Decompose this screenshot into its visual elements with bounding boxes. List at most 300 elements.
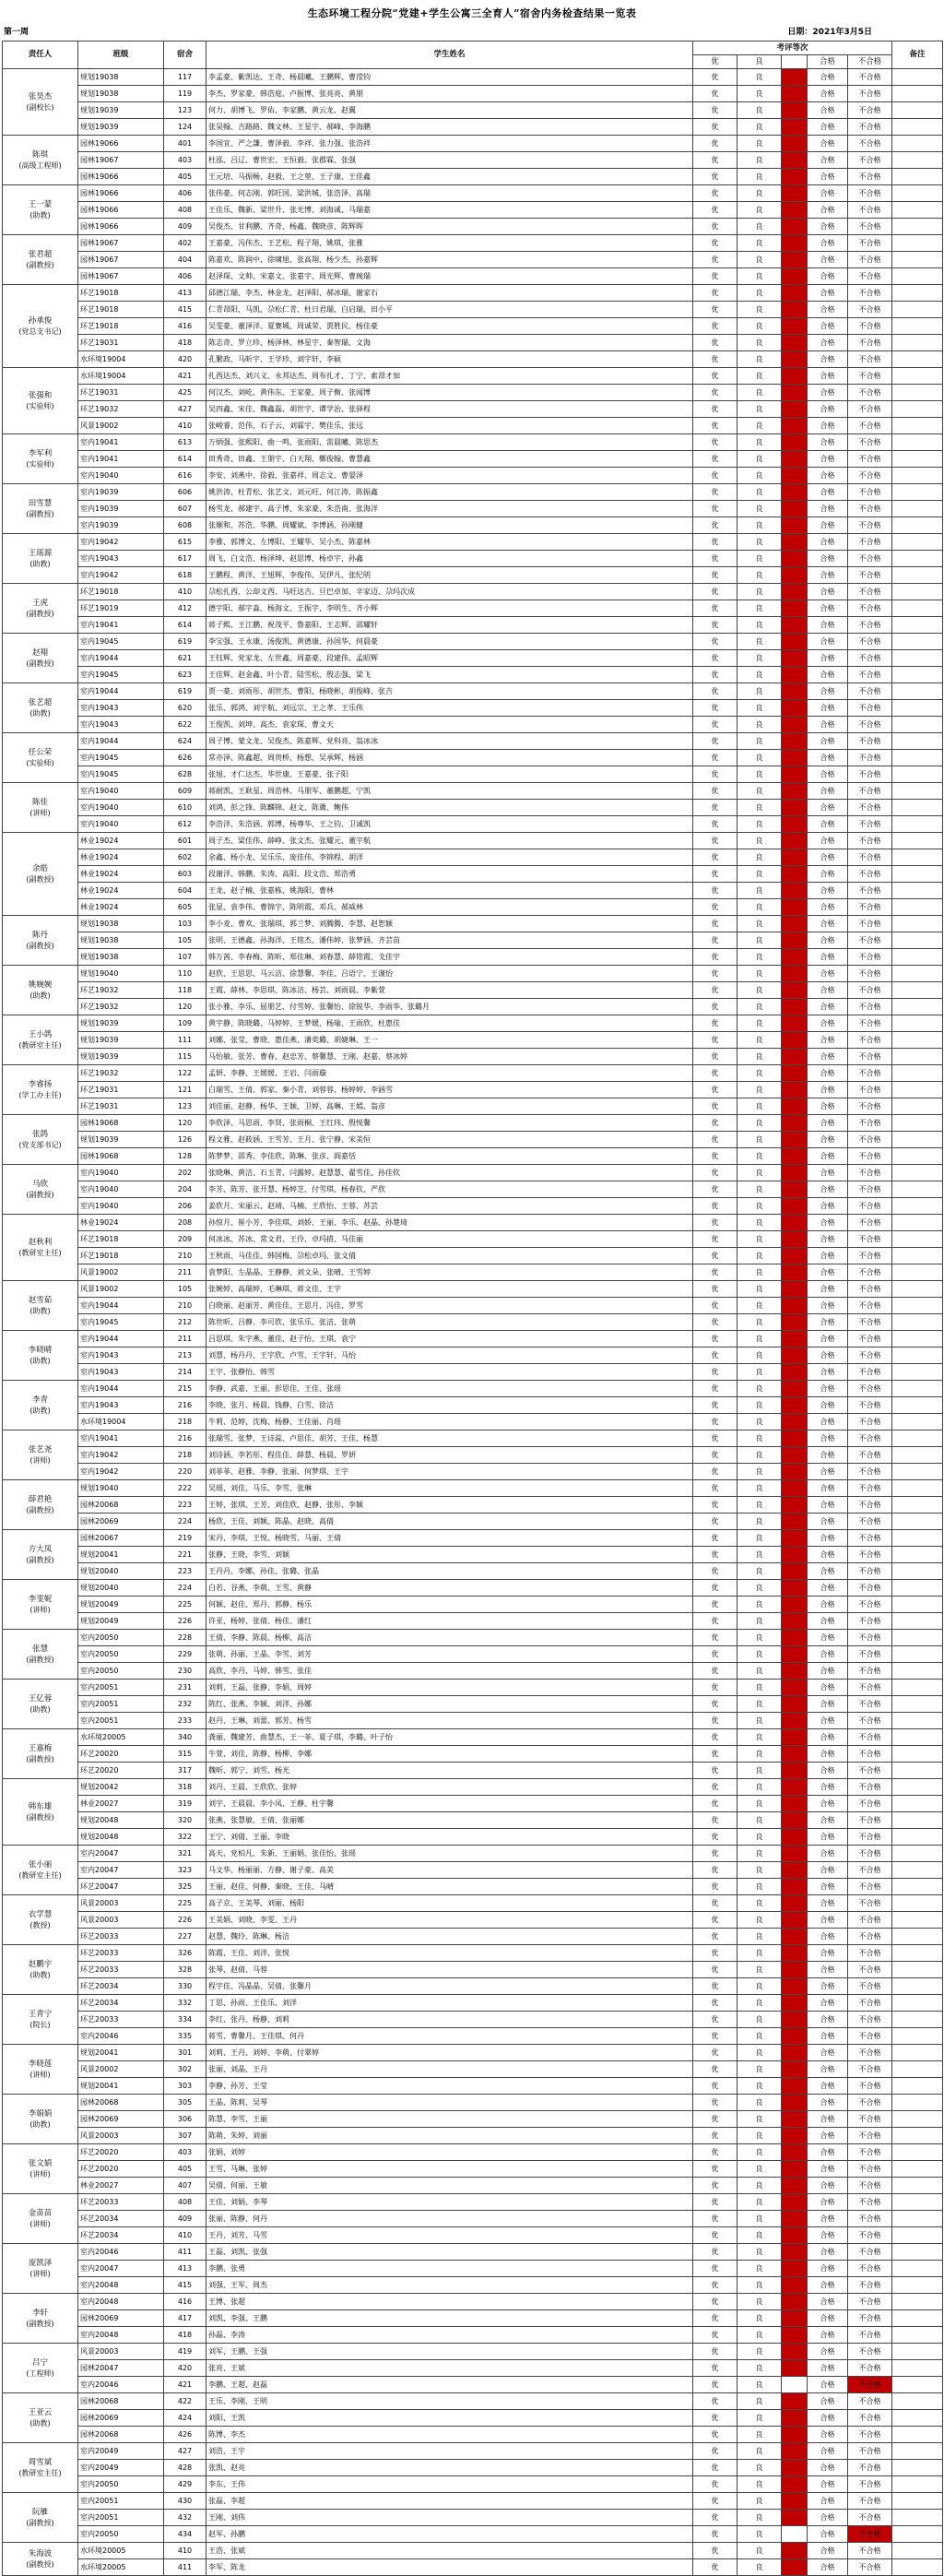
students-cell: 韩万茜、李春梅、陈昕、郑佳琳、刘春慧、薛铭霞、戈佳宇 [206, 949, 693, 966]
class-cell: 环艺20034 [78, 1978, 164, 1995]
class-cell: 规划19039 [78, 102, 164, 119]
responsible-title: (讲师) [30, 2269, 51, 2278]
class-cell: 室内19042 [78, 567, 164, 584]
note-cell [892, 2012, 943, 2028]
students-cell: 周子杰、梁佳伟、薛峥、张文杰、张耀元、董宇航 [206, 833, 693, 849]
grade-excellent-cell: 优 [693, 1115, 738, 1132]
grade-pass-cell: 合格 [808, 800, 848, 816]
grade-mark-cell [782, 2493, 808, 2510]
class-cell: 室内20050 [78, 2476, 164, 2493]
note-cell [892, 2344, 943, 2360]
grade-pass-cell: 合格 [808, 1015, 848, 1032]
table-row [3, 2277, 943, 2294]
grade-fail-cell: 不合格 [848, 800, 892, 816]
note-cell [892, 2244, 943, 2261]
grade-fail-cell: 不合格 [848, 634, 892, 650]
students-cell: 吴倩、何丽、王敏 [206, 2178, 693, 2194]
grade-fail-cell: 不合格 [848, 700, 892, 717]
room-cell: 434 [164, 2526, 206, 2543]
class-cell: 室内19043 [78, 1397, 164, 1414]
students-cell: 贾一豪、刘雨彤、胡世杰、曹阳、杨晓彬、胡俊峰、张吉 [206, 683, 693, 700]
grade-good-cell: 良 [738, 667, 782, 683]
room-cell: 430 [164, 2493, 206, 2510]
room-cell: 623 [164, 667, 206, 683]
responsible-title: (助教) [30, 991, 51, 1000]
note-cell [892, 617, 943, 634]
grade-mark-cell [782, 1248, 808, 1264]
room-cell: 420 [164, 351, 206, 368]
grade-good-cell: 良 [738, 1812, 782, 1829]
grade-good-cell: 良 [738, 750, 782, 766]
grade-excellent-cell: 优 [693, 1613, 738, 1630]
note-cell [892, 2526, 943, 2543]
room-cell: 425 [164, 385, 206, 401]
grade-pass-cell: 合格 [808, 1430, 848, 1447]
class-cell: 林业19024 [78, 899, 164, 916]
grade-excellent-cell: 优 [693, 2360, 738, 2377]
grade-fail-cell: 不合格 [848, 2460, 892, 2476]
grade-good-cell: 良 [738, 2493, 782, 2510]
grade-excellent-cell: 优 [693, 866, 738, 883]
grade-mark-cell [782, 169, 808, 185]
students-cell: 万炳强、张熙阳、曲一鸣、张雨阳、雷晨曦、陈思杰 [206, 434, 693, 451]
grade-good-cell: 良 [738, 1032, 782, 1049]
class-cell: 风景20003 [78, 1895, 164, 1912]
students-cell: 刘浩、王宇 [206, 2443, 693, 2460]
table-row [3, 136, 943, 152]
grade-fail-cell: 不合格 [848, 932, 892, 949]
note-cell [892, 2460, 943, 2476]
grade-excellent-cell: 优 [693, 318, 738, 335]
note-cell [892, 1015, 943, 1032]
responsible-person [3, 285, 78, 368]
table-row [3, 1812, 943, 1829]
grade-fail-cell: 不合格 [848, 484, 892, 501]
grade-fail-cell: 不合格 [848, 2360, 892, 2377]
grade-pass-cell: 合格 [808, 2144, 848, 2161]
students-cell: 王美娟、刘晓、李雯、王丹 [206, 1912, 693, 1929]
note-cell [892, 1132, 943, 1148]
room-cell: 604 [164, 883, 206, 899]
grade-mark-cell [782, 1015, 808, 1032]
students-cell: 张婉婷、高瑞婷、毛琳琪、蒋文佳、王宇 [206, 1281, 693, 1298]
room-cell: 404 [164, 252, 206, 268]
class-cell: 环艺20033 [78, 1929, 164, 1945]
grade-pass-cell: 合格 [808, 783, 848, 800]
note-cell [892, 766, 943, 783]
grade-good-cell: 良 [738, 1430, 782, 1447]
grade-mark-cell [782, 932, 808, 949]
note-cell [892, 800, 943, 816]
room-cell: 103 [164, 916, 206, 932]
grade-fail-cell: 不合格 [848, 750, 892, 766]
grade-good-cell: 良 [738, 1264, 782, 1281]
grade-pass-cell: 合格 [808, 1480, 848, 1497]
responsible-person [3, 2543, 78, 2576]
grade-mark-cell [782, 1796, 808, 1812]
grade-fail-cell: 不合格 [848, 783, 892, 800]
students-cell: 白若、谷燕、李萌、王雪、黄静 [206, 1580, 693, 1597]
note-cell [892, 1264, 943, 1281]
students-cell: 吕思琪、朱宇燕、董佳、赵子怡、王琪、袁宁 [206, 1331, 693, 1347]
grade-pass-cell: 合格 [808, 1530, 848, 1547]
note-cell [892, 1480, 943, 1497]
header-grade-fail: 不合格 [848, 55, 892, 69]
grade-mark-cell [782, 1198, 808, 1215]
grade-pass-cell: 合格 [808, 866, 848, 883]
students-cell: 李浩洋、朱浩涵、郭博、杨尊华、王之钧、卫诚凯 [206, 816, 693, 833]
grade-excellent-cell: 优 [693, 1646, 738, 1663]
table-row [3, 1829, 943, 1846]
grade-fail-cell: 不合格 [848, 2078, 892, 2095]
responsible-title: (副教授) [26, 609, 54, 618]
responsible-name: 李雯妮 [28, 1594, 53, 1604]
room-cell: 118 [164, 982, 206, 999]
grade-mark-cell [782, 351, 808, 368]
table-row [3, 551, 943, 567]
grade-excellent-cell: 优 [693, 2344, 738, 2360]
note-cell [892, 302, 943, 318]
table-row [3, 1364, 943, 1381]
grade-good-cell: 良 [738, 2045, 782, 2061]
grade-good-cell: 良 [738, 268, 782, 285]
room-cell: 619 [164, 683, 206, 700]
students-cell: 刘鸿、彭之锋、陈麟锦、赵文、陈冀、鲍伟 [206, 800, 693, 816]
note-cell [892, 2128, 943, 2144]
note-cell [892, 1530, 943, 1547]
grade-mark-cell [782, 2028, 808, 2045]
grade-fail-cell: 不合格 [848, 600, 892, 617]
grade-good-cell: 良 [738, 318, 782, 335]
grade-fail-cell: 不合格 [848, 252, 892, 268]
class-cell: 园林20069 [78, 1514, 164, 1530]
table-row [3, 1663, 943, 1680]
room-cell: 218 [164, 1414, 206, 1430]
grade-excellent-cell: 优 [693, 2493, 738, 2510]
grade-fail-cell: 不合格 [848, 717, 892, 733]
grade-excellent-cell: 优 [693, 534, 738, 551]
class-cell: 室内19045 [78, 1314, 164, 1331]
table-row [3, 750, 943, 766]
class-cell: 室内19044 [78, 650, 164, 667]
grade-fail-cell: 不合格 [848, 119, 892, 136]
responsible-title: (副教授) [26, 2559, 54, 2569]
class-cell: 室内19044 [78, 1298, 164, 1314]
grade-fail-cell: 不合格 [848, 2045, 892, 2061]
note-cell [892, 1613, 943, 1630]
room-cell: 326 [164, 1945, 206, 1962]
note-cell [892, 2078, 943, 2095]
grade-pass-cell: 合格 [808, 1281, 848, 1298]
note-cell [892, 235, 943, 252]
class-cell: 室内19045 [78, 667, 164, 683]
grade-good-cell: 良 [738, 169, 782, 185]
grade-pass-cell: 合格 [808, 1978, 848, 1995]
grade-fail-cell: 不合格 [848, 1298, 892, 1314]
grade-pass-cell: 合格 [808, 1181, 848, 1198]
room-cell: 411 [164, 2244, 206, 2261]
grade-excellent-cell: 优 [693, 1829, 738, 1846]
grade-mark-cell [782, 717, 808, 733]
responsible-title: (副教授) [26, 874, 54, 884]
room-cell: 420 [164, 2360, 206, 2377]
grade-mark-cell [782, 966, 808, 982]
students-cell: 杨欣、王佳、刘颖、陈晶、赵晓、高倩 [206, 1514, 693, 1530]
note-cell [892, 2178, 943, 2194]
grade-excellent-cell: 优 [693, 1746, 738, 1763]
students-cell: 丁思、孙雨、王佳乐、刘洋 [206, 1995, 693, 2012]
students-cell: 高欣、李丹、马婷、韩雪、张佳 [206, 1663, 693, 1680]
table-row [3, 2526, 943, 2543]
students-cell: 王婷、张琪、王芳、刘佳欣、赵静、张彤、李颖 [206, 1497, 693, 1514]
note-cell [892, 1049, 943, 1065]
room-cell: 405 [164, 2161, 206, 2178]
grade-good-cell: 良 [738, 1049, 782, 1065]
class-cell: 园林19068 [78, 1148, 164, 1165]
note-cell [892, 650, 943, 667]
students-cell: 白瑞雪、王倩、郭家、秦小青、刘蓉蓉、杨婷婷、李涵雪 [206, 1082, 693, 1098]
note-cell [892, 136, 943, 152]
grade-fail-cell: 不合格 [848, 2061, 892, 2078]
room-cell: 409 [164, 2211, 206, 2227]
grade-mark-cell [782, 551, 808, 567]
students-cell: 张凯、赵亮 [206, 2460, 693, 2476]
header-room: 宿舍 [164, 42, 206, 69]
students-cell: 周飞、白文浩、杨泽坤、赵思博、杨卓宇、孙鑫 [206, 551, 693, 567]
room-cell: 428 [164, 2460, 206, 2476]
grade-mark-cell [782, 1082, 808, 1098]
students-cell: 陈红、张燕、李颖、刘洋、孙娜 [206, 1696, 693, 1713]
responsible-title: (党支部书记) [18, 1140, 62, 1149]
grade-pass-cell: 合格 [808, 517, 848, 534]
grade-mark-cell [782, 2344, 808, 2360]
room-cell: 115 [164, 1049, 206, 1065]
room-cell: 403 [164, 2144, 206, 2161]
grade-pass-cell: 合格 [808, 2078, 848, 2095]
class-cell: 环艺19019 [78, 600, 164, 617]
note-cell [892, 169, 943, 185]
class-cell: 水环境19004 [78, 351, 164, 368]
room-cell: 126 [164, 1132, 206, 1148]
grade-pass-cell: 合格 [808, 385, 848, 401]
class-cell: 水环境20005 [78, 2559, 164, 2576]
room-cell: 335 [164, 2028, 206, 2045]
table-row [3, 1779, 943, 1796]
grade-mark-cell [782, 468, 808, 484]
students-cell: 刘凯、李强、王鹏 [206, 2310, 693, 2327]
room-cell: 128 [164, 1148, 206, 1165]
responsible-name: 余皓 [31, 863, 48, 873]
grade-excellent-cell: 优 [693, 1514, 738, 1530]
grade-mark-cell [782, 849, 808, 866]
class-cell: 林业19024 [78, 849, 164, 866]
grade-excellent-cell: 优 [693, 401, 738, 418]
students-cell: 李军、陈龙 [206, 2559, 693, 2576]
grade-mark-cell [782, 1779, 808, 1796]
table-row [3, 468, 943, 484]
table-row [3, 2111, 943, 2128]
room-cell: 624 [164, 733, 206, 750]
note-cell [892, 1447, 943, 1464]
class-cell: 环艺19032 [78, 401, 164, 418]
room-cell: 307 [164, 2128, 206, 2144]
note-cell [892, 1181, 943, 1198]
room-cell: 614 [164, 617, 206, 634]
grade-pass-cell: 合格 [808, 351, 848, 368]
grade-fail-cell: 不合格 [848, 949, 892, 966]
room-cell: 413 [164, 2261, 206, 2277]
grade-pass-cell: 合格 [808, 1397, 848, 1414]
responsible-title: (副教授) [26, 1190, 54, 1199]
grade-pass-cell: 合格 [808, 1912, 848, 1929]
grade-mark-cell [782, 1115, 808, 1132]
grade-mark-cell [782, 1298, 808, 1314]
class-cell: 室内20048 [78, 2327, 164, 2344]
grade-fail-cell: 不合格 [848, 1480, 892, 1497]
grade-fail-cell: 不合格 [848, 1132, 892, 1148]
responsible-name: 赵鹏宇 [28, 1959, 53, 1969]
students-cell: 王丹、刘芳、马雪 [206, 2227, 693, 2244]
grade-pass-cell: 合格 [808, 1995, 848, 2012]
responsible-title: (助教) [30, 1704, 51, 1714]
class-cell: 园林19068 [78, 1115, 164, 1132]
grade-mark-cell [782, 534, 808, 551]
grade-good-cell: 良 [738, 119, 782, 136]
grade-fail-cell: 不合格 [848, 1962, 892, 1978]
grade-fail-cell: 不合格 [848, 2095, 892, 2111]
room-cell: 105 [164, 932, 206, 949]
note-cell [892, 966, 943, 982]
class-cell: 室内19041 [78, 451, 164, 468]
note-cell [892, 1165, 943, 1181]
grade-good-cell: 良 [738, 401, 782, 418]
grade-mark-cell [782, 2277, 808, 2294]
responsible-name: 阮雁 [31, 2507, 48, 2517]
grade-mark-cell [782, 634, 808, 650]
class-cell: 园林19067 [78, 235, 164, 252]
grade-pass-cell: 合格 [808, 1198, 848, 1215]
grade-mark-cell [782, 2194, 808, 2211]
responsible-person [3, 2344, 78, 2393]
table-row [3, 2393, 943, 2410]
grade-fail-cell: 不合格 [848, 1713, 892, 1729]
grade-excellent-cell: 优 [693, 2460, 738, 2476]
grade-mark-cell [782, 2244, 808, 2261]
room-cell: 415 [164, 2277, 206, 2294]
room-cell: 213 [164, 1347, 206, 1364]
grade-good-cell: 良 [738, 1364, 782, 1381]
note-cell [892, 1912, 943, 1929]
grade-mark-cell [782, 1895, 808, 1912]
grade-fail-cell: 不合格 [848, 1779, 892, 1796]
grade-pass-cell: 合格 [808, 2211, 848, 2227]
grade-fail-cell: 不合格 [848, 1115, 892, 1132]
grade-fail-cell: 不合格 [848, 1464, 892, 1480]
grade-excellent-cell: 优 [693, 468, 738, 484]
note-cell [892, 434, 943, 451]
grade-mark-cell [782, 1049, 808, 1065]
room-cell: 110 [164, 966, 206, 982]
grade-fail-cell: 不合格 [848, 2559, 892, 2576]
room-cell: 402 [164, 235, 206, 252]
grade-pass-cell: 合格 [808, 2443, 848, 2460]
grade-fail-cell: 不合格 [848, 1729, 892, 1746]
class-cell: 环艺19031 [78, 335, 164, 351]
class-cell: 室内20046 [78, 2028, 164, 2045]
table-row [3, 1530, 943, 1547]
grade-fail-cell: 不合格 [848, 1547, 892, 1563]
grade-pass-cell: 合格 [808, 600, 848, 617]
grade-good-cell: 良 [738, 949, 782, 966]
grade-fail-cell: 不合格 [848, 1215, 892, 1231]
table-row [3, 1032, 943, 1049]
room-cell: 223 [164, 1497, 206, 1514]
grade-mark-cell [782, 1314, 808, 1331]
grade-mark-cell [782, 1181, 808, 1198]
responsible-name: 李睿扬 [28, 1079, 53, 1089]
grade-fail-cell: 不合格 [848, 2277, 892, 2294]
class-cell: 环艺19018 [78, 318, 164, 335]
grade-fail-cell: 不合格 [848, 401, 892, 418]
students-cell: 张乐、郭鸿、刘宇航、刘远宗、王之孝、王乐伟 [206, 700, 693, 717]
responsible-person [3, 484, 78, 534]
grade-fail-cell: 不合格 [848, 2227, 892, 2244]
grade-pass-cell: 合格 [808, 1231, 848, 1248]
grade-mark-cell [782, 434, 808, 451]
room-cell: 325 [164, 1879, 206, 1895]
students-cell: 李红、张丹、杨静、刘莉 [206, 2012, 693, 2028]
class-cell: 环艺20047 [78, 1879, 164, 1895]
grade-mark-cell [782, 2526, 808, 2543]
grade-excellent-cell: 优 [693, 766, 738, 783]
grade-excellent-cell: 优 [693, 849, 738, 866]
grade-fail-cell: 不合格 [848, 667, 892, 683]
table-row [3, 849, 943, 866]
note-cell [892, 1032, 943, 1049]
table-row [3, 584, 943, 600]
grade-excellent-cell: 优 [693, 1796, 738, 1812]
note-cell [892, 2493, 943, 2510]
table-row [3, 1248, 943, 1264]
table-row [3, 434, 943, 451]
table-row [3, 1065, 943, 1082]
grade-excellent-cell: 优 [693, 949, 738, 966]
students-cell: 赵泽琛、文帅、宋嘉文、张嘉宇、周光辉、曹琬瑞 [206, 268, 693, 285]
responsible-person [3, 1530, 78, 1580]
room-cell: 410 [164, 584, 206, 600]
grade-good-cell: 良 [738, 2211, 782, 2227]
table-row [3, 1680, 943, 1696]
class-cell: 规划19040 [78, 1480, 164, 1497]
students-cell: 张伟豪、何志刚、郭旺国、梁洪城、张浩泽、高瑞 [206, 185, 693, 202]
grade-excellent-cell: 优 [693, 567, 738, 584]
responsible-title: (副教授) [26, 1754, 54, 1763]
class-cell: 规划20041 [78, 2045, 164, 2061]
grade-pass-cell: 合格 [808, 1630, 848, 1646]
table-row [3, 2012, 943, 2028]
grade-mark-cell [782, 600, 808, 617]
room-cell: 222 [164, 1480, 206, 1497]
note-cell [892, 683, 943, 700]
grade-excellent-cell: 优 [693, 1015, 738, 1032]
table-row [3, 1397, 943, 1414]
grade-fail-cell: 不合格 [848, 1347, 892, 1364]
table-row [3, 1215, 943, 1231]
grade-pass-cell: 合格 [808, 766, 848, 783]
grade-excellent-cell: 优 [693, 2012, 738, 2028]
grade-excellent-cell: 优 [693, 1132, 738, 1148]
grade-good-cell: 良 [738, 185, 782, 202]
